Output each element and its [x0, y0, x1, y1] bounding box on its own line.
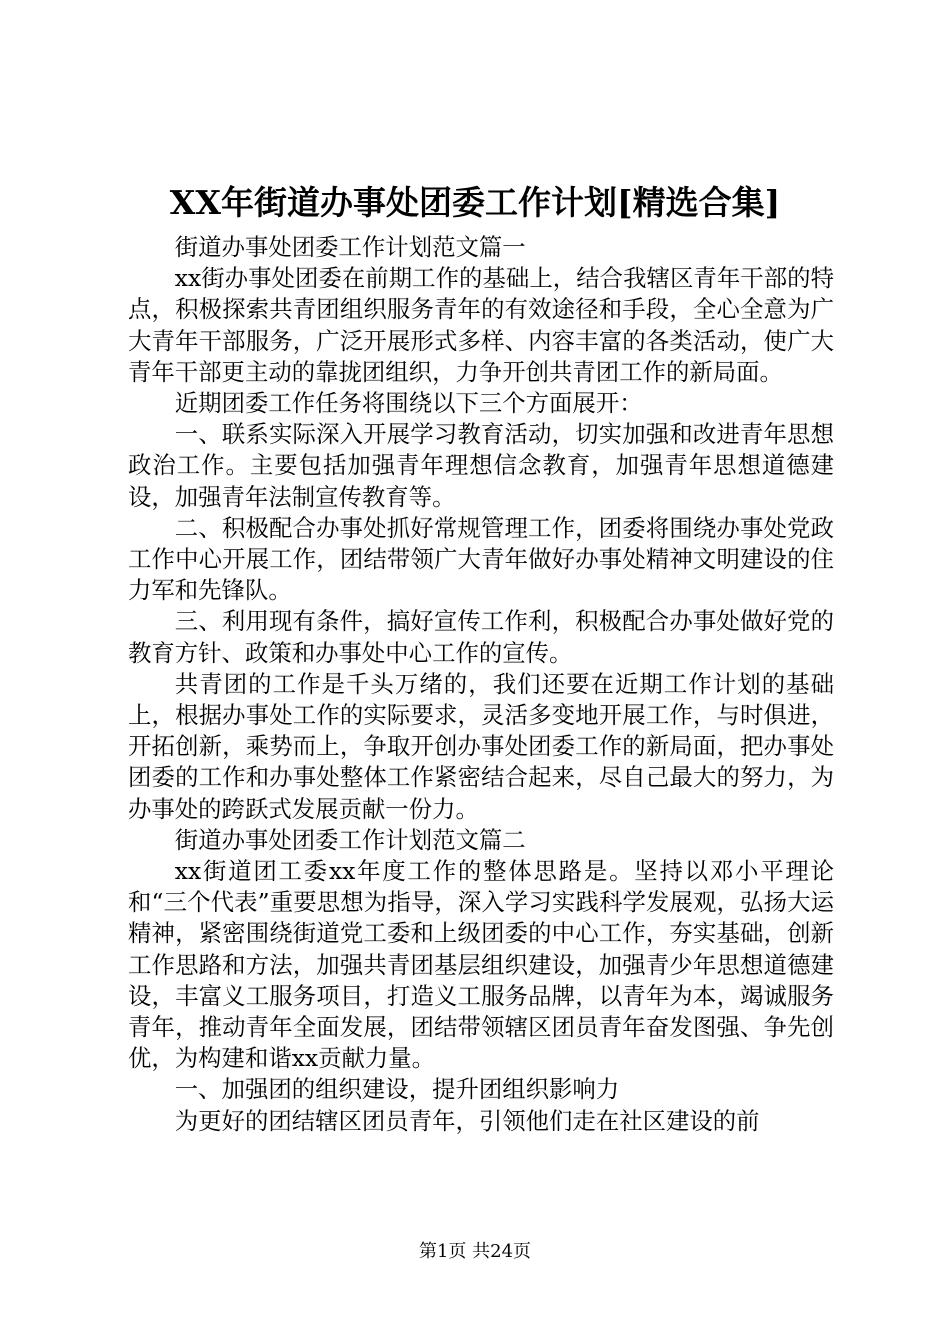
paragraph-heading-2: 街道办事处团委工作计划范文篇二	[174, 825, 526, 854]
section-heading: 一、加强团的组织建设，提升团组织影响力	[174, 1075, 620, 1104]
paragraph: 二、积极配合办事处抓好常规管理工作，团委将围绕办事处党政工作中心开展工作，团结带领广大青年做好办事处精神文明建设的住力军和先锋队。	[128, 513, 834, 605]
paragraph: 一、联系实际深入开展学习教育活动，切实加强和改进青年思想政治工作。主要包括加强青年理想信念教育，加强青年思想道德建设，加强青年法制宣传教育等。	[128, 420, 834, 511]
document-title: XX年街道办事处团委工作计划[精选合集]	[169, 183, 781, 222]
paragraph: xx街办事处团委在前期工作的基础上，结合我辖区青年干部的特点，积极探索共青团组织服务青年的有效途径和手段，全心全意为广大青年干部服务，广泛开展形式多样、内容丰富的各类活动，使广大青年干部更主动的靠拢团组织，力争开创共青团工作的新局面。	[128, 264, 834, 386]
paragraph: xx街道团工委xx年度工作的整体思路是。坚持以邓小平理论和“三个代表”重要思想为指导，深入学习实践科学发展观，弘扬大运精神，紧密围绕街道党工委和上级团委的中心工作，夯实基础，创新工作思路和方法，加强共青团基层组织建设，加强青少年思想道德建设，丰富义工服务项目，打造义工服务品牌，以青年为本，竭诚服务青年，推动青年全面发展，团结带领辖区团员青年奋发图强、争先创优，为构建和谐xx贡献力量。	[128, 857, 834, 1073]
paragraph: 近期团委工作任务将围绕以下三个方面展开：	[174, 389, 643, 418]
paragraph-heading-1: 街道办事处团委工作计划范文篇一	[174, 233, 526, 261]
paragraph: 共青团的工作是千头万绪的，我们还要在近期工作计划的基础上，根据办事处工作的实际要求，灵活多变地开展工作，与时俱进，开拓创新，乘势而上，争取开创办事处团委工作的新局面，把办事处团委的工作和办事处整体工作紧密结合起来，尽自己最大的努力，为办事处的跨跃式发展贡献一份力。	[128, 669, 834, 823]
page-footer: 第1页 共24页	[418, 1241, 532, 1262]
paragraph: 三、利用现有条件，搞好宣传工作利，积极配合办事处做好党的教育方针、政策和办事处中心工作的宣传。	[128, 607, 834, 667]
paragraph: 为更好的团结辖区团员青年，引领他们走在社区建设的前	[174, 1106, 760, 1135]
document-body	[128, 232, 834, 1137]
